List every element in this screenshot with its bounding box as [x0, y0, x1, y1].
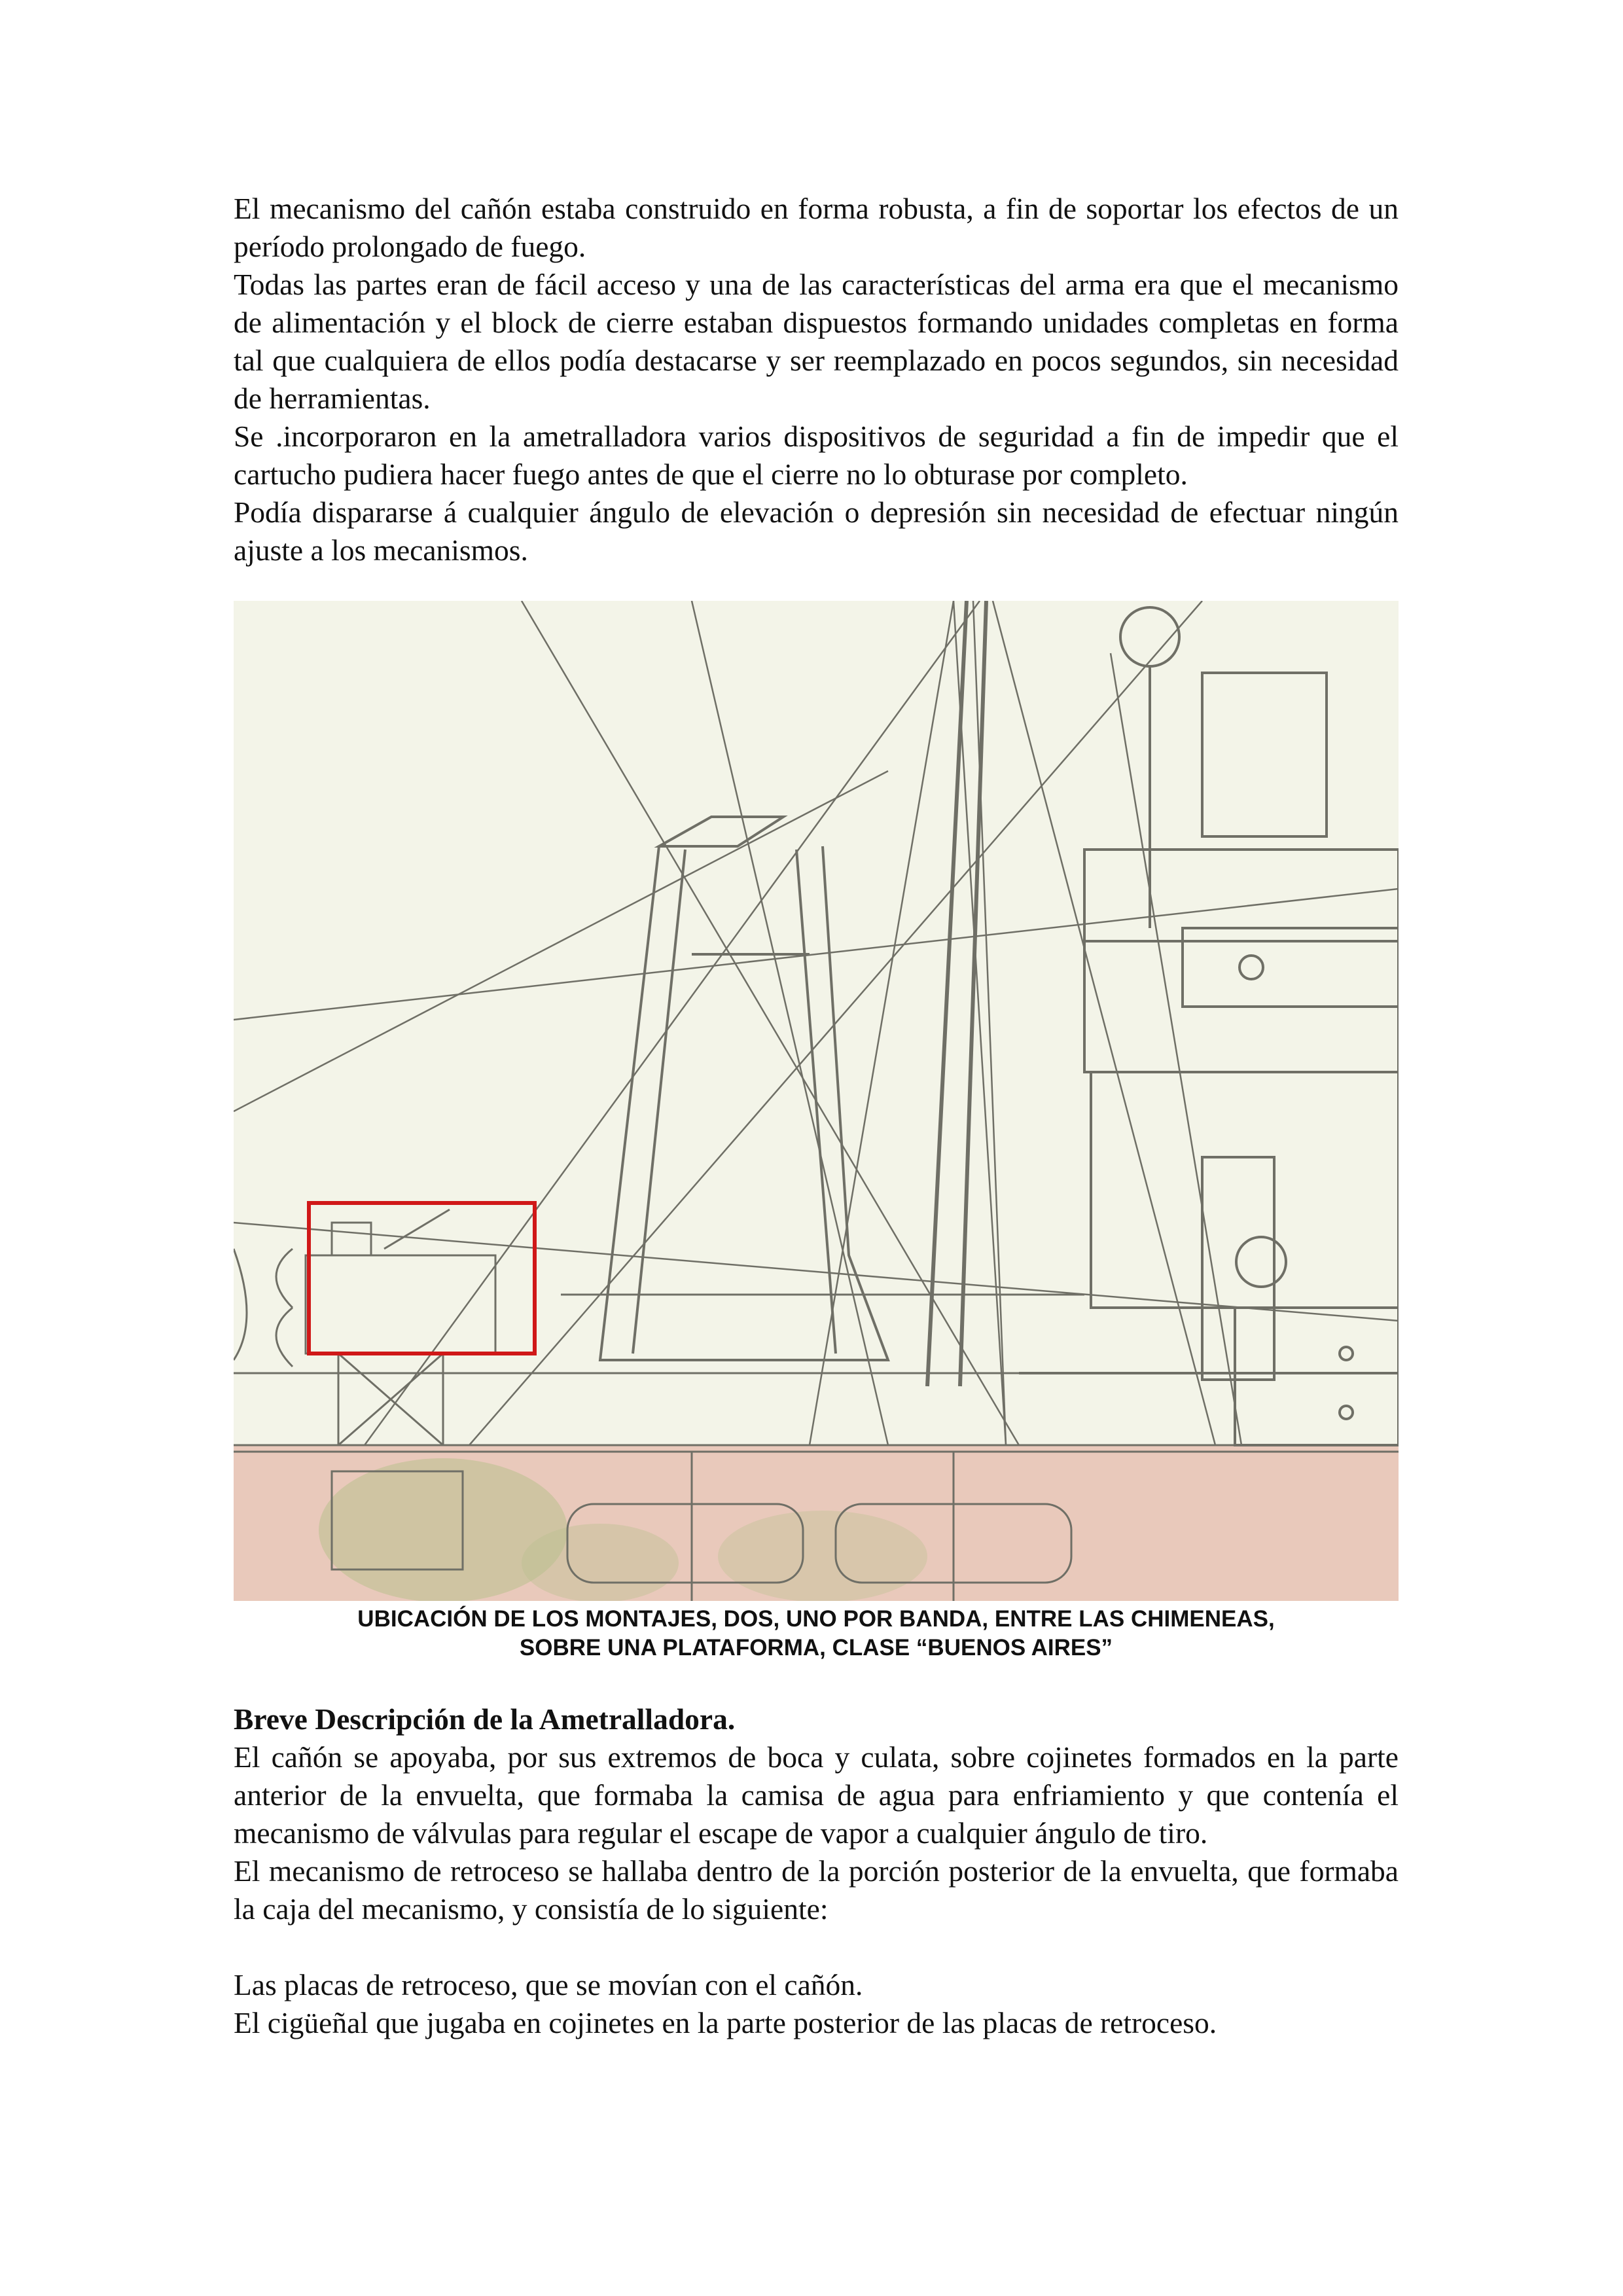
ship-plan-figure: [234, 601, 1399, 1601]
paragraph: El mecanismo del cañón estaba construido en forma robusta, a fin de soportar los efectos de un período prolongado de fuego.: [234, 192, 1399, 263]
spacer: [234, 1928, 1399, 1966]
caption-line-2: SOBRE UNA PLATAFORMA, CLASE “BUENOS AIRES”: [519, 1635, 1113, 1660]
paragraph: Se .incorporaron en la ametralladora varios dispositivos de seguridad a fin de impedir que el cartucho pudiera hacer fuego antes de que el cierre no lo obturase por completo.: [234, 420, 1399, 491]
caption-line-1: UBICACIÓN DE LOS MONTAJES, DOS, UNO POR BANDA, ENTRE LAS CHIMENEAS,: [357, 1606, 1275, 1632]
paragraph: El mecanismo de retroceso se hallaba dentro de la porción posterior de la envuelta, que formaba la caja del mecanismo, y consistía de lo siguiente:: [234, 1854, 1399, 1926]
list-item: El cigüeñal que jugaba en cojinetes en la parte posterior de las placas de retroceso.: [234, 2006, 1217, 2039]
section-heading: Breve Descripción de la Ametralladora.: [234, 1702, 736, 1736]
description-section: [234, 1700, 1399, 2042]
figure-caption: [234, 1605, 1399, 1662]
stain: [522, 1524, 679, 1601]
stain: [718, 1511, 927, 1601]
list-item: Las placas de retroceso, que se movían con el cañón.: [234, 1968, 863, 2001]
paragraph: Todas las partes eran de fácil acceso y una de las características del arma era que el mecanismo de alimentación y el block de cierre estaban dispuestos formando unidades completas en forma tal que cualquiera de ellos podía destacarse y ser reemplazado en pocos segundos, sin necesidad de herramientas.: [234, 268, 1399, 415]
paragraph: El cañón se apoyaba, por sus extremos de boca y culata, sobre cojinetes formados en la parte anterior de la envuelta, que formaba la camisa de agua para enfriamiento y que contenía el mecanismo de válvulas para regular el escape de vapor a cualquier ángulo de tiro.: [234, 1740, 1399, 1850]
intro-text: [234, 190, 1399, 569]
paragraph: Podía dispararse á cualquier ángulo de elevación o depresión sin necesidad de efectuar ningún ajuste a los mecanismos.: [234, 495, 1399, 567]
